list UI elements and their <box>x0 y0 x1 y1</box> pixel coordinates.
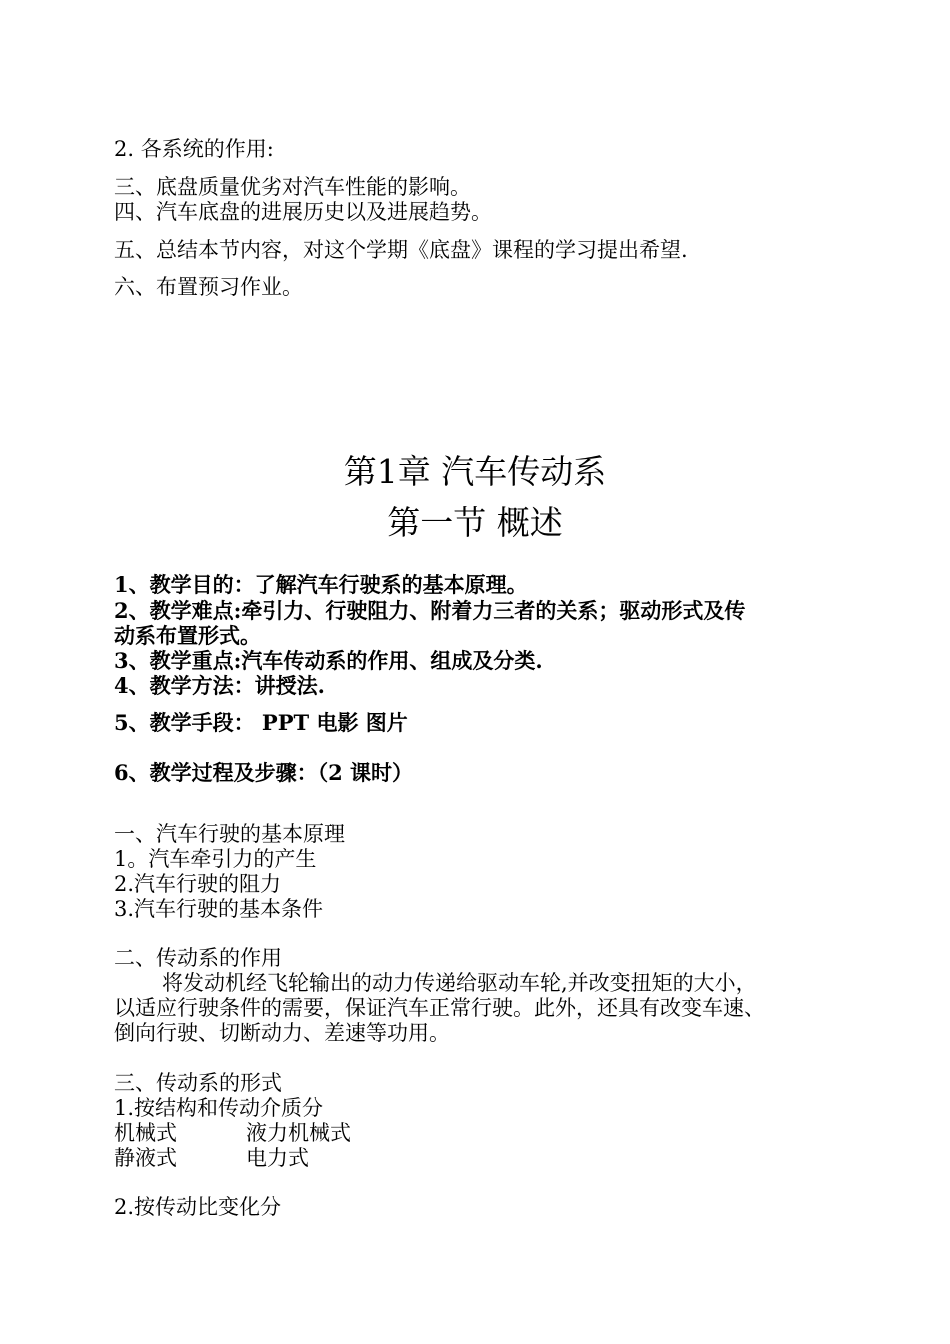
part1-item2: 2.汽车行驶的阻力 <box>114 872 282 896</box>
teaching-method: 4、教学方法：讲授法. <box>114 673 325 698</box>
part2-paragraph-line3: 倒向行驶、切断动力、差速等功用。 <box>114 1021 450 1045</box>
part1-item1: 1。汽车牵引力的产生 <box>114 847 317 871</box>
teaching-difficulty-line2: 动系布置形式。 <box>114 623 261 648</box>
teaching-difficulty-line1: 2、教学难点:牵引力、行驶阻力、附着力三者的关系；驱动形式及传 <box>114 598 746 623</box>
teaching-goal: 1、教学目的：了解汽车行驶系的基本原理。 <box>114 572 528 597</box>
chassis-history-line: 四、汽车底盘的进展历史以及进展趋势。 <box>114 200 492 224</box>
type-hydrostatic: 静液式 <box>114 1146 177 1170</box>
part3-sub1: 1.按结构和传动介质分 <box>114 1096 324 1120</box>
part3-heading: 三、传动系的形式 <box>114 1071 282 1095</box>
teaching-means: 5、教学手段： PPT 电影 图片 <box>114 710 408 735</box>
part1-heading: 一、汽车行驶的基本原理 <box>114 822 345 846</box>
type-electric: 电力式 <box>246 1146 309 1170</box>
type-hydromechanical: 液力机械式 <box>246 1121 351 1145</box>
chapter-title: 第1章 汽车传动系 <box>343 452 607 491</box>
part2-heading: 二、传动系的作用 <box>114 946 282 970</box>
part3-sub2: 2.按传动比变化分 <box>114 1195 282 1219</box>
part2-paragraph-line1: 将发动机经飞轮输出的动力传递给驱动车轮,并改变扭矩的大小， <box>162 971 757 995</box>
type-mechanical: 机械式 <box>114 1121 177 1145</box>
teaching-process: 6、教学过程及步骤：（2 课时） <box>114 760 414 785</box>
section-title: 第一节 概述 <box>387 503 563 542</box>
homework-line: 六、布置预习作业。 <box>114 275 303 299</box>
summary-line: 五、总结本节内容，对这个学期《底盘》课程的学习提出希望. <box>114 238 688 262</box>
chassis-quality-line: 三、底盘质量优劣对汽车性能的影响。 <box>114 175 471 199</box>
systems-role-line: 2. 各系统的作用: <box>114 137 274 161</box>
part1-item3: 3.汽车行驶的基本条件 <box>114 897 324 921</box>
teaching-key-points: 3、教学重点:汽车传动系的作用、组成及分类. <box>114 648 543 673</box>
part2-paragraph-line2: 以适应行驶条件的需要，保证汽车正常行驶。此外，还具有改变车速、 <box>114 996 765 1020</box>
